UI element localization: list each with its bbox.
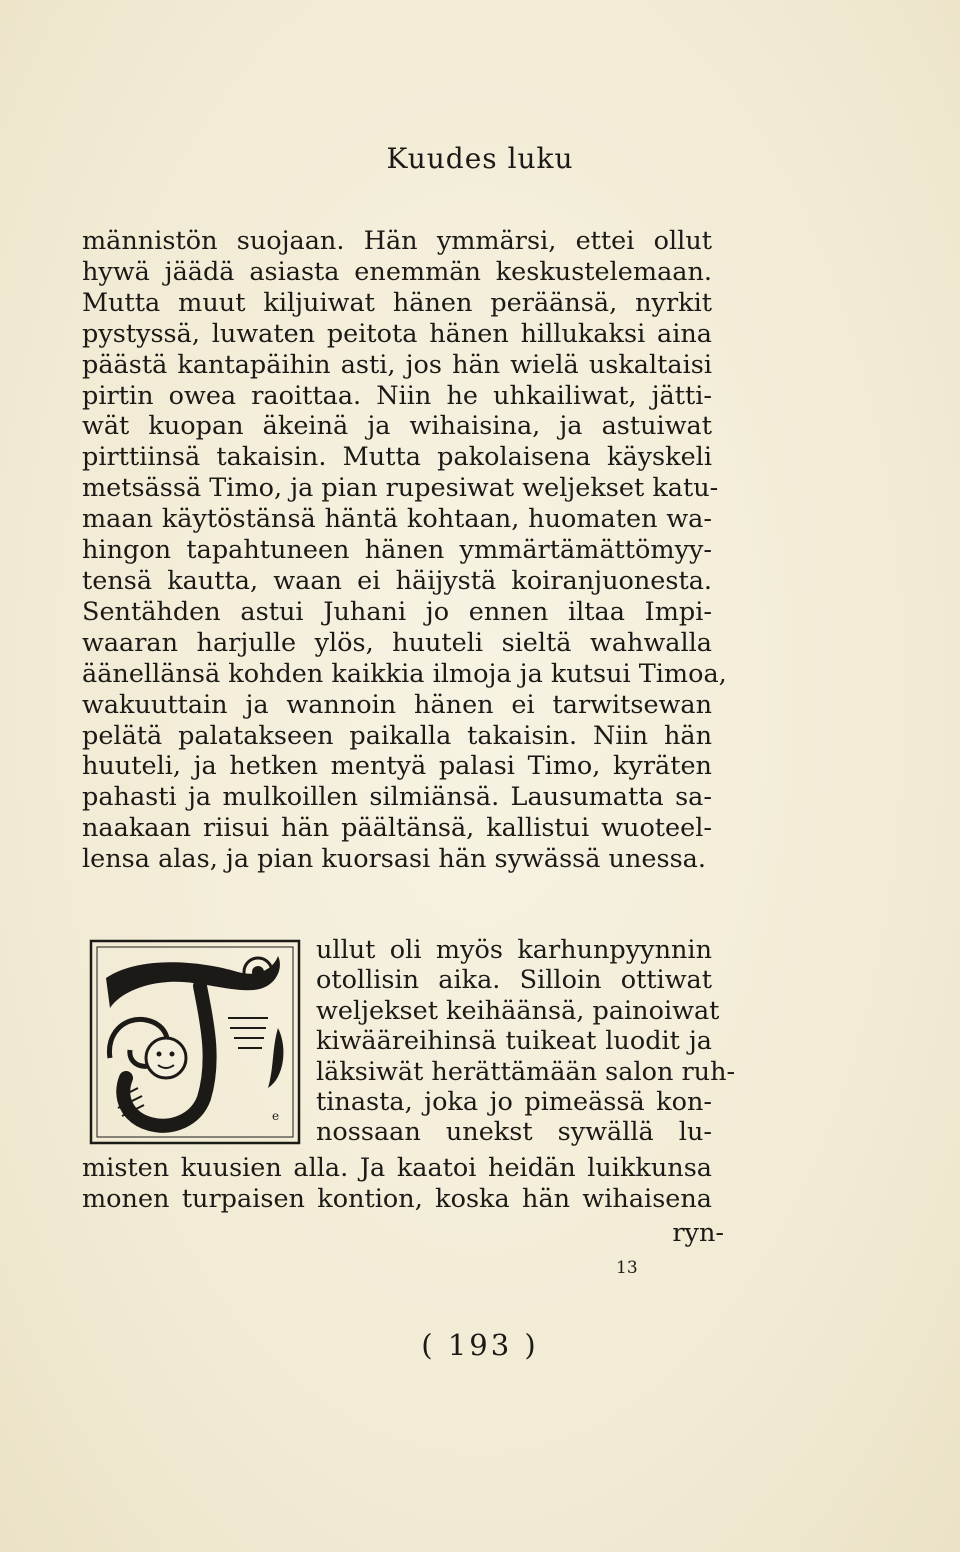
- text-line: monen turpaisen kontion, koska hän wihaisena: [82, 1183, 712, 1214]
- initial-letter-illustration: [88, 938, 302, 1146]
- text-line: waaran harjulle ylös, huuteli sieltä wahwalla: [82, 627, 712, 658]
- paragraph-2-full: [82, 1153, 712, 1215]
- text-line: läksiwät herättämään salon ruh-: [316, 1056, 736, 1087]
- text-line: kiwääreihinsä tuikeat luodit ja: [316, 1026, 712, 1057]
- paragraph-1: [82, 226, 727, 875]
- text-line: weljekset keihäänsä, painoiwat: [316, 995, 720, 1026]
- page-number: ( 193 ): [421, 1328, 539, 1362]
- text-line: tensä kautta, waan ei häijystä koiranjuonesta.: [82, 565, 712, 596]
- text-line: maan käytöstänsä häntä kohtaan, huomaten wa-: [82, 504, 712, 535]
- text-line: wät kuopan äkeinä ja wihaisina, ja astuiwat: [82, 411, 712, 442]
- text-line: misten kuusien alla. Ja kaatoi heidän luikkunsa: [82, 1153, 712, 1183]
- text-line: pirttiinsä takaisin. Mutta pakolaisena käyskeli: [82, 442, 712, 473]
- text-line: Sentähden astui Juhani jo ennen iltaa Impi-: [82, 596, 712, 627]
- text-line: äänellänsä kohden kaikkia ilmoja ja kutsui Timoa,: [82, 658, 727, 689]
- decorated-initial-image: [88, 938, 302, 1146]
- text-line: pystyssä, luwaten peitota hänen hillukaksi aina: [82, 318, 712, 349]
- text-line: männistön suojaan. Hän ymmärsi, ettei ollut: [82, 226, 712, 256]
- text-line: pirtin owea raoittaa. Niin he uhkailiwat, jätti-: [82, 380, 712, 411]
- running-head: Kuudes luku: [386, 142, 574, 175]
- text-line: lensa alas, ja pian kuorsasi hän sywässä unessa.: [82, 844, 706, 875]
- text-line: naakaan riisui hän päältänsä, kallistui wuoteel-: [82, 813, 712, 844]
- text-line: ullut oli myös karhunpyynnin: [316, 935, 712, 965]
- text-line: Mutta muut kiljuiwat hänen peräänsä, nyrkit: [82, 287, 712, 318]
- text-line: hingon tapahtuneen hänen ymmärtämättömyy-: [82, 535, 712, 566]
- signature-mark: 13: [616, 1258, 638, 1278]
- text-line: pelätä palatakseen paikalla takaisin. Niin hän: [82, 720, 712, 751]
- text-line: huuteli, ja hetken mentyä palasi Timo, kyräten: [82, 751, 712, 782]
- text-line: metsässä Timo, ja pian rupesiwat weljekset katu-: [82, 473, 719, 504]
- text-line: päästä kantapäihin asti, jos hän wielä uskaltaisi: [82, 349, 712, 380]
- initial-letter-monogram: e: [272, 1109, 280, 1123]
- text-line: tinasta, joka jo pimeässä kon-: [316, 1087, 712, 1118]
- paragraph-2-indented: [316, 935, 736, 1148]
- text-line: pahasti ja mulkoillen silmiänsä. Lausumatta sa-: [82, 782, 712, 813]
- text-line: wakuuttain ja wannoin hänen ei tarwitsewan: [82, 689, 712, 720]
- text-line: hywä jäädä asiasta enemmän keskustelemaan.: [82, 256, 712, 287]
- text-line: nossaan unekst sywällä lu-: [316, 1117, 712, 1148]
- catchword: ryn-: [672, 1218, 724, 1248]
- text-line: otollisin aika. Silloin ottiwat: [316, 965, 712, 996]
